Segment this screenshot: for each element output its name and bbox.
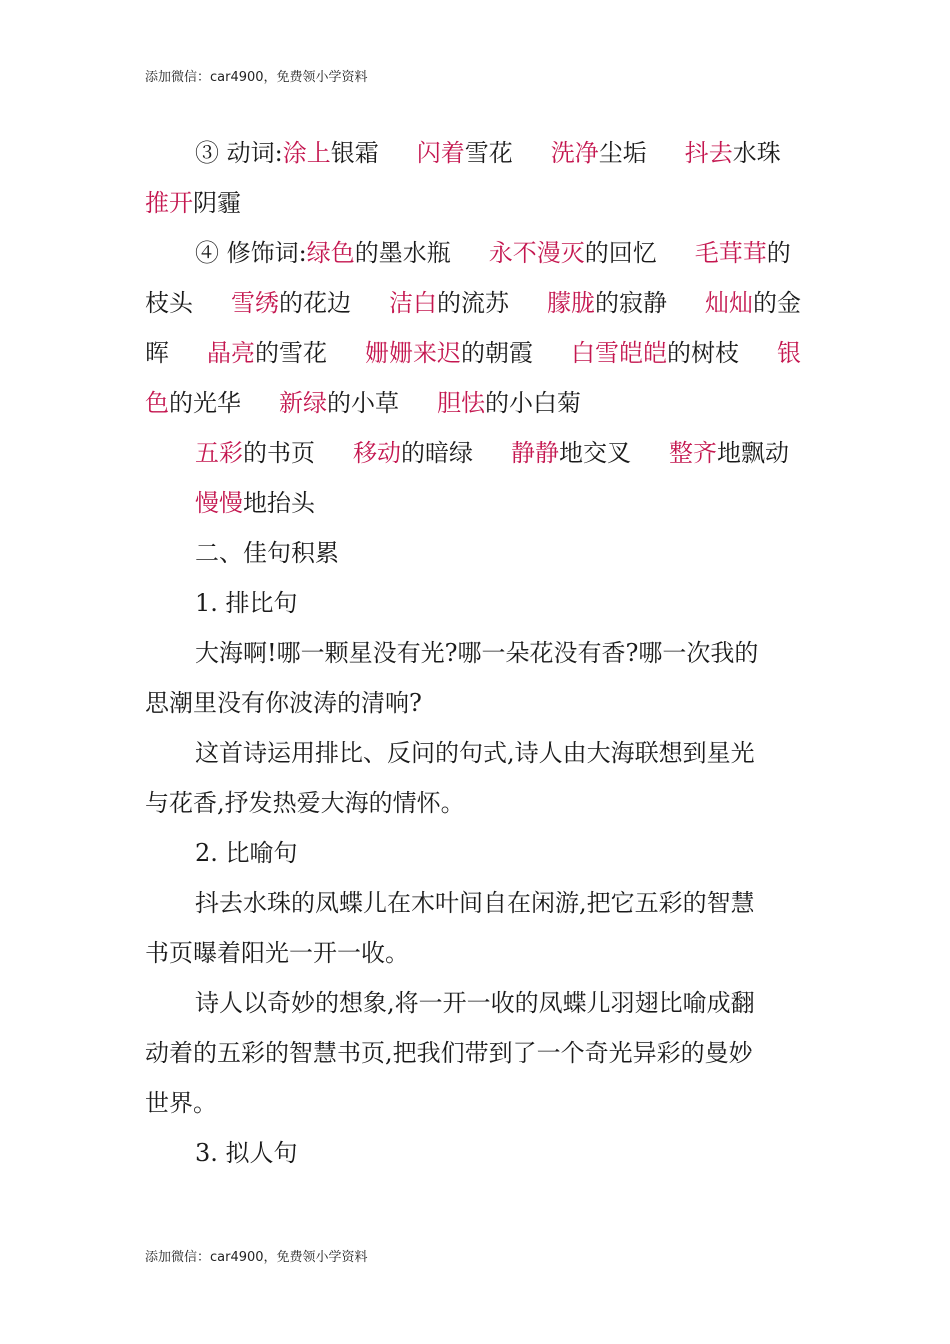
text-line <box>145 678 805 728</box>
text-segment: 水珠 <box>732 139 781 167</box>
highlighted-word: 绿色 <box>306 239 355 267</box>
text-segment: 阴霾 <box>193 189 241 217</box>
document-body <box>145 128 805 1178</box>
text-segment: 晖 <box>145 339 169 367</box>
text-segment: 1. 排比句 <box>195 589 298 617</box>
text-segment: 大海啊!哪一颗星没有光?哪一朵花没有香?哪一次我的 <box>195 639 759 667</box>
text-segment: 的雪花 <box>255 339 327 367</box>
highlighted-word: 闪着 <box>416 139 465 167</box>
text-segment: 的书页 <box>243 439 315 467</box>
text-line <box>145 928 805 978</box>
text-line <box>145 378 805 428</box>
page-footer: 添加微信：car4900，免费领小学资料 <box>145 1250 368 1265</box>
text-segment: 书页曝着阳光一开一收。 <box>145 939 409 967</box>
highlighted-word: 洁白 <box>389 289 437 317</box>
text-segment: 雪花 <box>464 139 513 167</box>
highlighted-word: 洗净 <box>550 139 599 167</box>
text-segment: 动着的五彩的智慧书页,把我们带到了一个奇光异彩的曼妙 <box>145 1039 753 1067</box>
text-segment: 的小白菊 <box>485 389 581 417</box>
text-segment: 的树枝 <box>667 339 739 367</box>
text-segment: 世界。 <box>145 1089 217 1117</box>
text-segment: 的金 <box>753 289 801 317</box>
text-segment: 地飘动 <box>717 439 789 467</box>
highlighted-word: 整齐 <box>669 439 717 467</box>
highlighted-word: 毛茸茸 <box>694 239 767 267</box>
text-segment: 的朝霞 <box>461 339 533 367</box>
text-segment: 3. 拟人句 <box>195 1139 298 1167</box>
text-segment: 的暗绿 <box>401 439 473 467</box>
text-segment: 诗人以奇妙的想象,将一开一收的凤蝶儿羽翅比喻成翻 <box>195 989 755 1017</box>
text-segment: 地抬头 <box>243 489 315 517</box>
text-line <box>145 278 805 328</box>
text-segment: 的小草 <box>327 389 399 417</box>
highlighted-word: 移动 <box>353 439 401 467</box>
text-segment: 与花香,抒发热爱大海的情怀。 <box>145 789 465 817</box>
highlighted-word: 姗姗来迟 <box>365 339 461 367</box>
highlighted-word: 永不漫灭 <box>488 239 585 267</box>
text-line <box>145 578 805 628</box>
highlighted-word: 抖去 <box>684 139 733 167</box>
text-line <box>145 428 805 478</box>
highlighted-word: 银 <box>777 339 801 367</box>
text-segment: 的寂静 <box>595 289 667 317</box>
text-segment: 的墨水瓶 <box>354 239 451 267</box>
text-segment: 银霜 <box>330 139 379 167</box>
text-line <box>145 1028 805 1078</box>
highlighted-word: 白雪皑皑 <box>571 339 667 367</box>
text-segment: 二、佳句积累 <box>195 539 339 567</box>
text-segment: 地交叉 <box>559 439 631 467</box>
highlighted-word: 涂上 <box>282 139 331 167</box>
text-line <box>145 1078 805 1128</box>
text-line <box>145 828 805 878</box>
text-segment: 这首诗运用排比、反问的句式,诗人由大海联想到星光 <box>195 739 755 767</box>
text-segment: ④ 修饰词: <box>195 239 307 267</box>
text-segment: 的花边 <box>279 289 351 317</box>
text-line <box>145 128 805 178</box>
highlighted-word: 新绿 <box>279 389 327 417</box>
text-line <box>145 978 805 1028</box>
text-line <box>145 328 805 378</box>
text-line <box>145 1128 805 1178</box>
page-header: 添加微信：car4900，免费领小学资料 <box>145 70 368 85</box>
text-line <box>145 478 805 528</box>
text-segment: ③ 动词: <box>195 139 283 167</box>
highlighted-word: 色 <box>145 389 169 417</box>
highlighted-word: 晶亮 <box>207 339 255 367</box>
text-line <box>145 228 805 278</box>
highlighted-word: 雪绣 <box>231 289 279 317</box>
highlighted-word: 灿灿 <box>705 289 753 317</box>
highlighted-word: 胆怯 <box>437 389 485 417</box>
text-line <box>145 728 805 778</box>
text-segment: 抖去水珠的凤蝶儿在木叶间自在闲游,把它五彩的智慧 <box>195 889 755 917</box>
text-segment: 的流苏 <box>437 289 509 317</box>
highlighted-word: 静静 <box>511 439 559 467</box>
text-segment: 思潮里没有你波涛的清响? <box>145 689 422 717</box>
text-line <box>145 528 805 578</box>
text-segment: 2. 比喻句 <box>195 839 298 867</box>
highlighted-word: 推开 <box>145 189 193 217</box>
text-segment: 的回忆 <box>584 239 657 267</box>
highlighted-word: 慢慢 <box>195 489 243 517</box>
highlighted-word: 五彩 <box>195 439 243 467</box>
text-segment: 的 <box>766 239 791 267</box>
text-line <box>145 628 805 678</box>
text-line <box>145 778 805 828</box>
text-line <box>145 878 805 928</box>
text-segment: 枝头 <box>145 289 193 317</box>
highlighted-word: 朦胧 <box>547 289 595 317</box>
text-segment: 的光华 <box>169 389 241 417</box>
text-segment: 尘垢 <box>598 139 647 167</box>
text-line <box>145 178 805 228</box>
